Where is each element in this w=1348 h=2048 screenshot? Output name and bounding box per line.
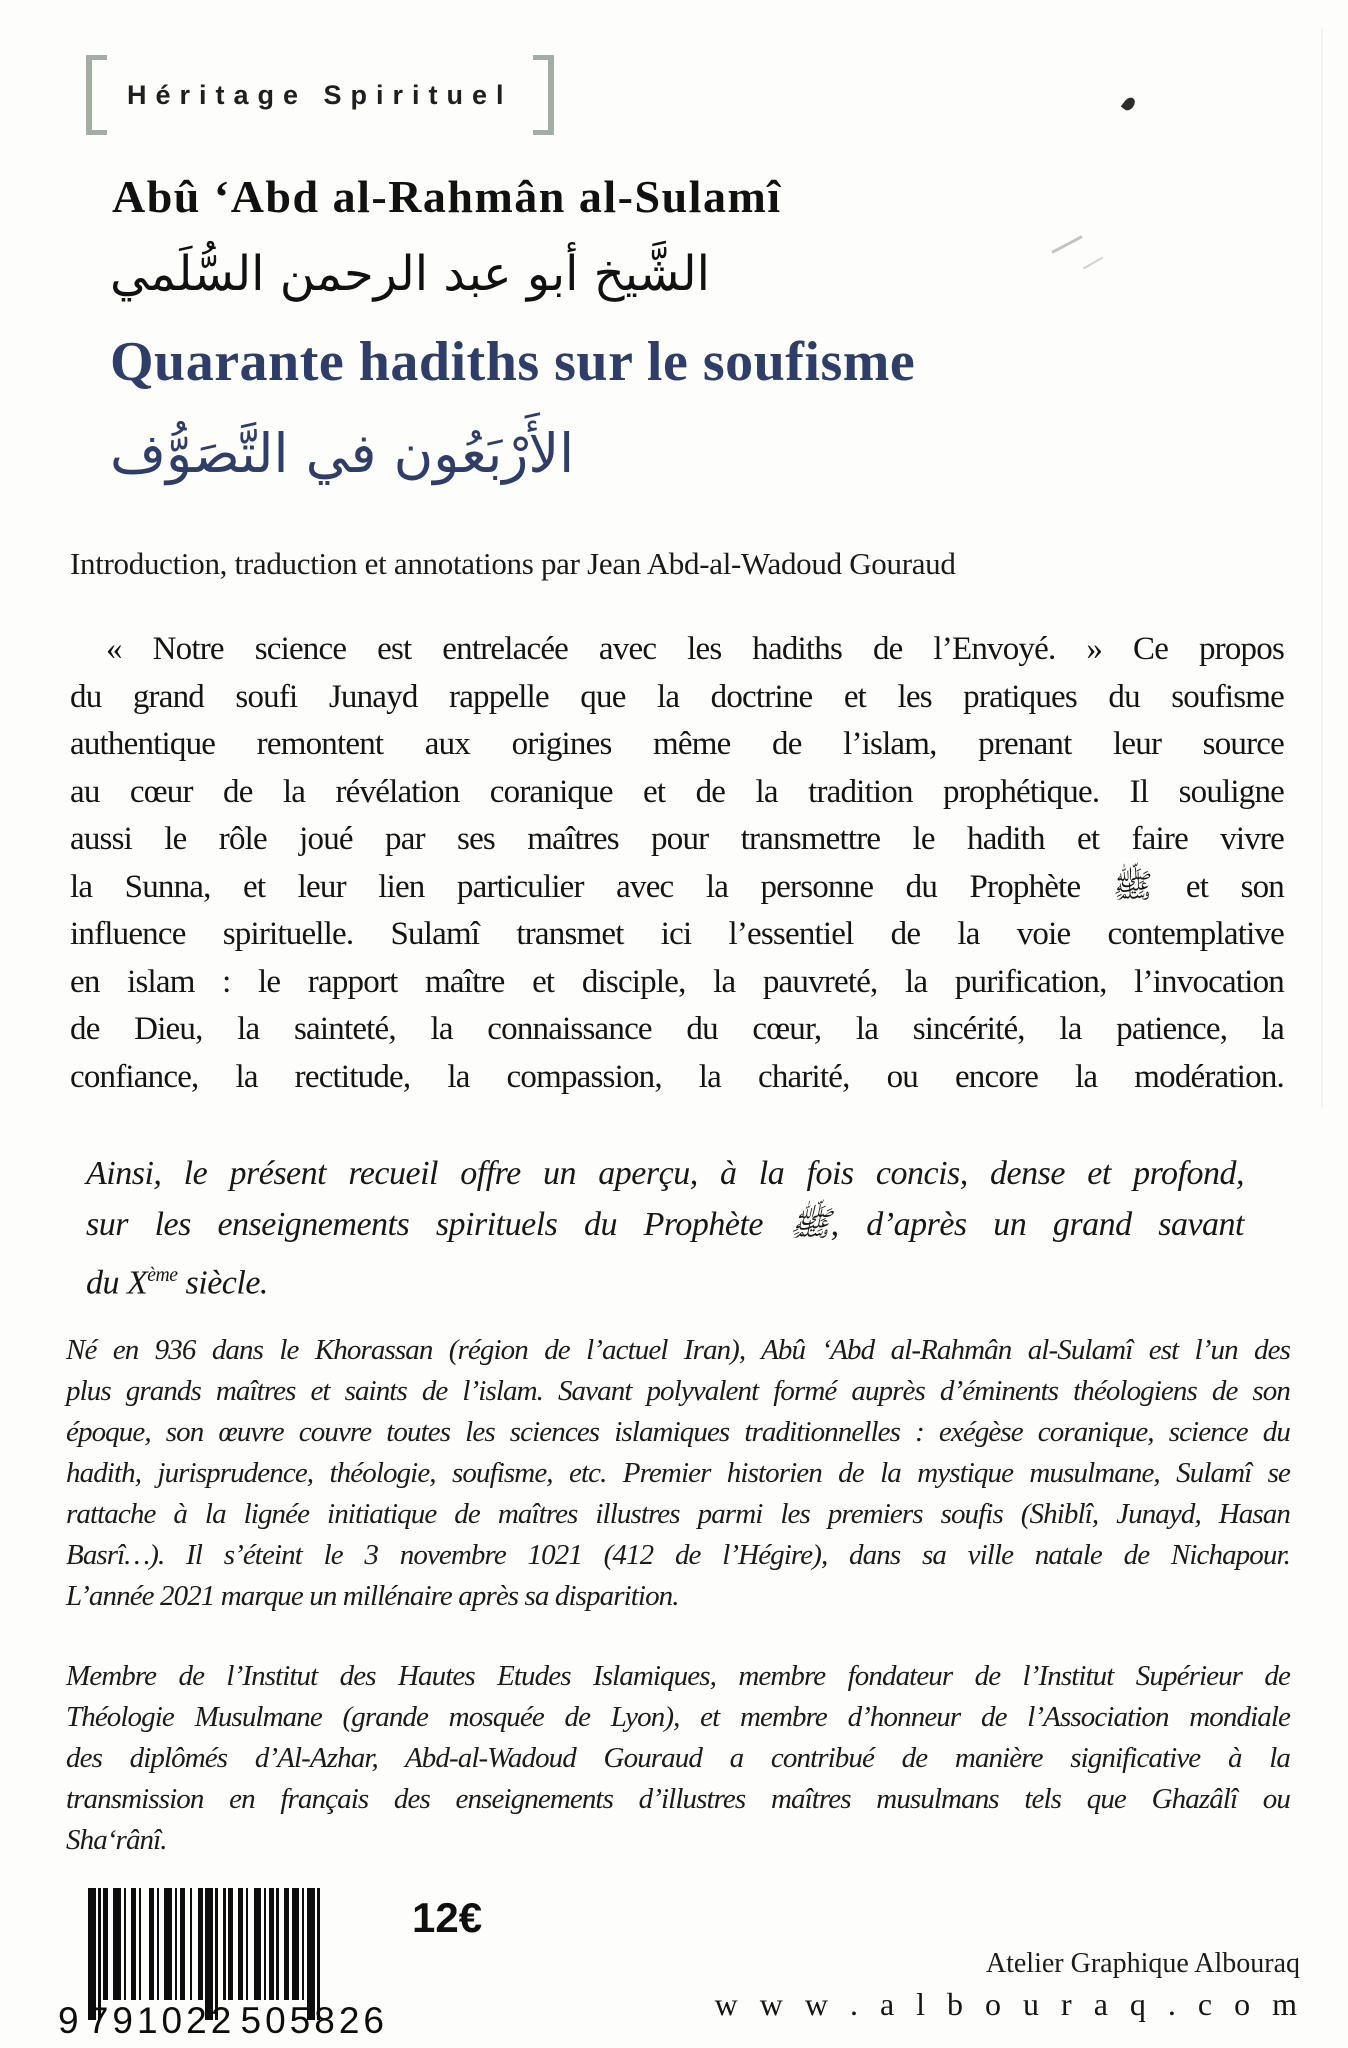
text-line: Théologie Musulmane (grande mosquée de Lyon), et membre d’honneur de l’Association mondiale bbox=[66, 1701, 1290, 1733]
right-bracket-icon bbox=[533, 55, 554, 135]
publisher-website: w w w . a l b o u r a q . c o m bbox=[714, 1986, 1304, 2022]
text-line: du grand soufi Junayd rappelle que la doctrine et les pratiques du soufisme bbox=[70, 678, 1284, 715]
barcode-group1: 791022 bbox=[87, 2000, 236, 2041]
text-line: aussi le rôle joué par ses maîtres pour transmettre le hadith et faire vivre bbox=[70, 821, 1284, 857]
text-line: Né en 936 dans le Khorassan (région de l’actuel Iran), Abû ‘Abd al-Rahmân al-Sulamî est l’un des bbox=[66, 1334, 1290, 1366]
author-bio-paragraph bbox=[66, 1330, 1290, 1617]
barcode-first-digit: 9 bbox=[58, 2000, 83, 2041]
text-line: sur les enseignements spirituels du Prophète ﷺ, d’après un grand savant bbox=[86, 1206, 1244, 1243]
barcode-bars bbox=[88, 1888, 388, 2006]
text-line: Basrî…). Il s’éteint le 3 novembre 1021 (412 de l’Hégire), dans sa ville natale de Nichapour. bbox=[66, 1539, 1290, 1571]
text-line: en islam : le rapport maître et disciple, la pauvreté, la purification, l’invocation bbox=[70, 963, 1284, 1000]
ink-speck-artifact bbox=[1121, 95, 1137, 112]
author-name-arabic: الشَّيخ أبو عبد الرحمن السُّلَمي bbox=[110, 246, 710, 302]
book-title: Quarante hadiths sur le soufisme bbox=[110, 331, 916, 393]
text-line: transmission en français des enseignements d’illustres maîtres musulmans tels que Ghazâlî ou bbox=[66, 1783, 1290, 1815]
barcode-gap bbox=[320, 1888, 325, 2000]
synopsis-paragraph bbox=[70, 626, 1284, 1101]
barcode-digits bbox=[58, 2000, 388, 2042]
barcode-bar bbox=[292, 1888, 300, 2000]
text-line: des diplômés d’Al-Azhar, Abd-al-Wadoud Gouraud a contribué de manière significative à la bbox=[66, 1742, 1290, 1774]
book-title-arabic: الأَرْبَعُون في التَّصَوُّف bbox=[110, 422, 575, 485]
text-line: rattache à la lignée initiatique de maîtres illustres parmi les premiers soufis (Shiblî, Junayd, Hasan bbox=[66, 1498, 1290, 1530]
author-name: Abû ‘Abd al-Rahmân al-Sulamî bbox=[112, 171, 782, 222]
text-line: « Notre science est entrelacée avec les hadiths de l’Envoyé. » Ce propos bbox=[106, 631, 1284, 667]
lead-quote-paragraph bbox=[86, 1148, 1244, 1308]
series-logo bbox=[86, 55, 554, 135]
text-line: Membre de l’Institut des Hautes Etudes Islamiques, membre fondateur de l’Institut Supérieur de bbox=[66, 1660, 1290, 1692]
left-bracket-icon bbox=[86, 55, 107, 135]
text-line: de Dieu, la sainteté, la connaissance du cœur, la sincérité, la patience, la bbox=[70, 1011, 1284, 1047]
text-line: hadith, jurisprudence, théologie, soufisme, etc. Premier historien de la mystique musulmane, Sulamî se bbox=[66, 1457, 1290, 1489]
text-line: du Xème siècle. bbox=[86, 1264, 268, 1302]
pencil-mark-artifact bbox=[1051, 235, 1082, 254]
text-line: Sha‘rânî. bbox=[66, 1824, 167, 1856]
text-line: confiance, la rectitude, la compassion, la charité, ou encore la modération. bbox=[70, 1058, 1284, 1095]
translator-bio-paragraph bbox=[66, 1656, 1290, 1861]
text-line: époque, son œuvre couvre toutes les sciences islamiques traditionnelles : exégèse coranique, science du bbox=[66, 1416, 1290, 1448]
barcode-group2: 505826 bbox=[240, 2000, 388, 2041]
translator-credit-line: Introduction, traduction et annotations par Jean Abd-al-Wadoud Gouraud bbox=[70, 546, 956, 581]
pencil-mark-artifact bbox=[1083, 257, 1103, 270]
barcode-gap bbox=[141, 1888, 149, 2000]
scan-crease-artifact bbox=[1321, 28, 1323, 1108]
text-line: L’année 2021 marque un millénaire après sa disparition. bbox=[66, 1580, 679, 1612]
barcode-bar bbox=[254, 1888, 262, 2000]
barcode-bar bbox=[113, 1888, 121, 2000]
text-line: Ainsi, le présent recueil offre un aperçu, à la fois concis, dense et profond, bbox=[86, 1155, 1244, 1192]
price-label: 12€ bbox=[412, 1894, 483, 1941]
text-line: authentique remontent aux origines même de l’islam, prenant leur source bbox=[70, 726, 1284, 762]
series-label: Héritage Spirituel bbox=[127, 79, 513, 110]
text-line: plus grands maîtres et saints de l’islam. Savant polyvalent formé auprès d’éminents théologiens de son bbox=[66, 1375, 1290, 1407]
text-line: la Sunna, et leur lien particulier avec la personne du Prophète ﷺ et son bbox=[70, 868, 1285, 905]
text-line: influence spirituelle. Sulamî transmet ici l’essentiel de la voie contemplative bbox=[70, 916, 1284, 952]
barcode-bar bbox=[164, 1888, 172, 2000]
publisher-studio-label: Atelier Graphique Albouraq bbox=[985, 1948, 1300, 1979]
barcode bbox=[58, 1888, 388, 2041]
text-line: au cœur de la révélation coranique et de la tradition prophétique. Il souligne bbox=[70, 773, 1284, 810]
